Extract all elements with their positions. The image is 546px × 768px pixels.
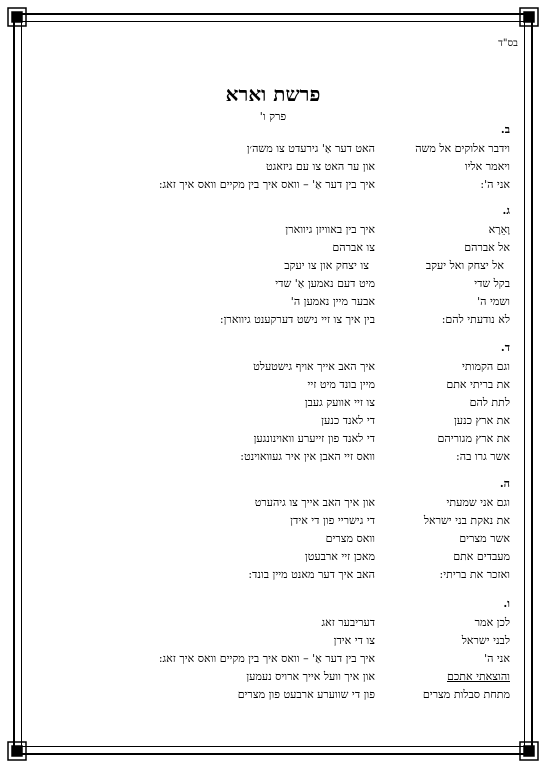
translation-text: וואס מצרים [325,532,375,545]
verse-row [40,532,510,546]
translation-text: וואס זיי האבן אין איר געוואוינט: [240,450,375,463]
source-text: בקל שדי [474,277,510,290]
source-text: את ארץ מגוריהם [437,432,510,445]
translation-text: די לאנד כנען [321,414,375,427]
translation-text: אבער מיין נאמען ה' [290,295,375,308]
verse-row [40,378,510,392]
translation-text: דעריבער זאג [321,616,375,629]
verse-row [40,277,510,291]
source-text: לבני ישראל [461,634,510,647]
translation-text: פון די שווערע ארבעט פון מצרים [237,688,375,701]
source-text: ויאמר אליו [464,160,510,173]
source-text: וידבר אלוקים אל משה [415,142,510,155]
section-6 [40,596,510,702]
translation-text: די גישריי פון די אידן [290,514,375,527]
source-text: לתת להם [469,396,510,409]
source-text: את בריתי אתם [446,378,510,391]
section-heading: ג. [502,204,510,217]
source-text: את ארץ כנען [453,414,510,427]
section-heading: ב. [500,123,510,136]
section-3 [40,203,510,327]
page-title: פרשת וארא [225,82,321,106]
section-5 [40,476,510,582]
translation-text: איך בין דער אַ' – וואס איך בין מקיים וואס איך זאג: [158,178,375,191]
verse-row [40,670,510,684]
verse-row [40,688,510,702]
source-text: ושמי ה' [477,295,510,308]
translation-text: צו אברהם [332,241,375,254]
translation-text: האט דער אַ' גירעדט צו משה׳ן [246,142,375,155]
translation-text: האב איך דער מאנט מיין בונד: [248,568,375,581]
source-text: מעבדים אתם [453,550,510,563]
translation-text: איך בין באוויזן גיווארן [285,223,375,236]
verse-row [40,142,510,156]
source-text: אני ה' [484,652,510,665]
translation-text: מאכן זיי ארבעטן [304,550,375,563]
verse-row [40,396,510,410]
verse-row [40,360,510,374]
page-label: בס"ד [498,38,518,49]
translation-text: איך בין דער אַ' – וואס איך בין מקיים וואס איך זאג: [158,652,375,665]
verse-row [40,241,510,255]
verse-row [40,178,510,192]
source-text: את נאקת בני ישראל [423,514,510,527]
translation-text: צו יצחק און צו יעקב [284,259,369,272]
verse-row [40,223,510,237]
verse-row [40,432,510,446]
verse-row [40,514,510,528]
section-heading: ו. [503,597,510,610]
verse-row [40,550,510,564]
source-text: וָאֵרָא [488,223,510,236]
section-heading: ד. [500,341,510,354]
verse-row [40,313,510,327]
translation-text: צו זיי אוועק געבן [304,396,375,409]
verse-row [40,414,510,428]
verse-row [40,160,510,174]
source-text: אני ה': [480,178,510,191]
verse-row [40,634,510,648]
verse-row [40,496,510,510]
source-text: אשר גרו בה: [456,450,510,463]
translation-text: און איך וועל אייך ארויס נעמען [246,670,375,683]
section-4 [40,340,510,464]
translation-text: איך האב אייך אויף גישטעלט [253,360,375,373]
source-text: אל יצחק ואל יעקב [425,259,504,272]
source-text: וגם אני שמעתי [446,496,510,509]
verse-row [40,568,510,582]
source-text: מתחת סבלות מצרים [422,688,510,701]
translation-text: מיט דעם נאמען אַ' שדי [275,277,375,290]
translation-text: צו די אידן [333,634,375,647]
translation-text: בין איך צו זיי נישט דערקענט גיווארן: [219,313,375,326]
translation-text: די לאנד פון זייערע וואוינונגען [253,432,375,445]
source-text: אשר מצרים [459,532,510,545]
verse-row [40,616,510,630]
source-text: אל אברהם [464,241,510,254]
source-text: לא נודעתי להם: [441,313,510,326]
verse-row [40,652,510,666]
chapter-subtitle: פרק ו' [259,110,287,123]
translation-text: און ער האט צו עם גיזאגט [265,160,375,173]
verse-row [40,450,510,464]
verse-row [40,259,510,273]
source-text: לכן אמר [474,616,510,629]
source-text: והוצאתי אתכם [447,670,510,683]
verse-row [40,295,510,309]
source-text: וגם הקמותי [462,360,510,373]
section-2 [40,122,510,192]
section-heading: ה. [499,477,510,490]
translation-text: מיין בונד מיט זיי [307,378,375,391]
source-text: ואזכר את בריתי: [439,568,510,581]
translation-text: און איך האב אייך צו גיהערט [254,496,375,509]
